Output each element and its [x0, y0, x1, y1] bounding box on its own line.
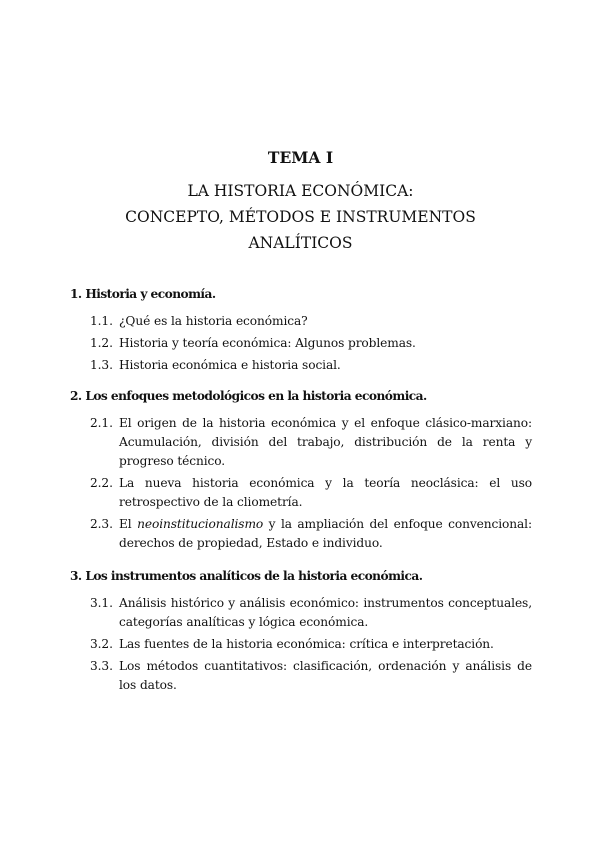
item-text: Historia económica e historia social. — [119, 358, 341, 372]
item-number: 3.3. — [90, 659, 113, 673]
item-number: 3.1. — [90, 596, 113, 610]
list-item — [90, 474, 532, 512]
item-text-pre: El — [119, 517, 138, 531]
section-heading-3: 3. Los instrumentos analíticos de la historia económica. — [70, 569, 423, 583]
item-text: La nueva historia económica y la teoría neoclásica: el uso retrospectivo de la cliometría. — [119, 476, 532, 509]
list-item — [90, 312, 532, 331]
list-item — [90, 515, 532, 553]
item-number: 1.1. — [90, 314, 113, 328]
item-number: 2.2. — [90, 476, 113, 490]
tema-heading: TEMA I — [267, 148, 334, 167]
item-number: 1.2. — [90, 336, 113, 350]
item-text: Historia y teoría económica: Algunos problemas. — [119, 336, 416, 350]
list-item — [90, 356, 532, 375]
item-number: 2.3. — [90, 517, 113, 531]
title-line: CONCEPTO, MÉTODOS E INSTRUMENTOS — [125, 208, 476, 226]
list-item — [90, 594, 532, 632]
list-item — [90, 635, 532, 654]
title-line: ANALÍTICOS — [248, 234, 353, 252]
item-number: 1.3. — [90, 358, 113, 372]
page-title — [0, 178, 601, 256]
item-text: Las fuentes de la historia económica: crítica e interpretación. — [119, 637, 494, 651]
item-text: El origen de la historia económica y el enfoque clásico-marxiano: Acumulación, división del trabajo, distribución de la renta y progreso técnico. — [119, 416, 532, 468]
list-item — [90, 334, 532, 353]
item-text: Análisis histórico y análisis económico: instrumentos conceptuales, categorías analíticas y lógica económica. — [119, 596, 532, 629]
list-item — [90, 414, 532, 471]
section-heading-1: 1. Historia y economía. — [70, 287, 216, 301]
list-item — [90, 657, 532, 695]
item-text: ¿Qué es la historia económica? — [119, 314, 308, 328]
item-text-emphasis: neoinstitucionalismo — [137, 517, 264, 531]
item-text-post: y la ampliación del enfoque convencional: derechos de propiedad, Estado e individuo. — [119, 517, 532, 550]
title-line: LA HISTORIA ECONÓMICA: — [187, 182, 414, 200]
item-text: Los métodos cuantitativos: clasificación, ordenación y análisis de los datos. — [119, 659, 532, 692]
section-heading-2: 2. Los enfoques metodológicos en la historia económica. — [70, 389, 427, 403]
item-number: 3.2. — [90, 637, 113, 651]
item-number: 2.1. — [90, 416, 113, 430]
item-text — [119, 515, 532, 553]
